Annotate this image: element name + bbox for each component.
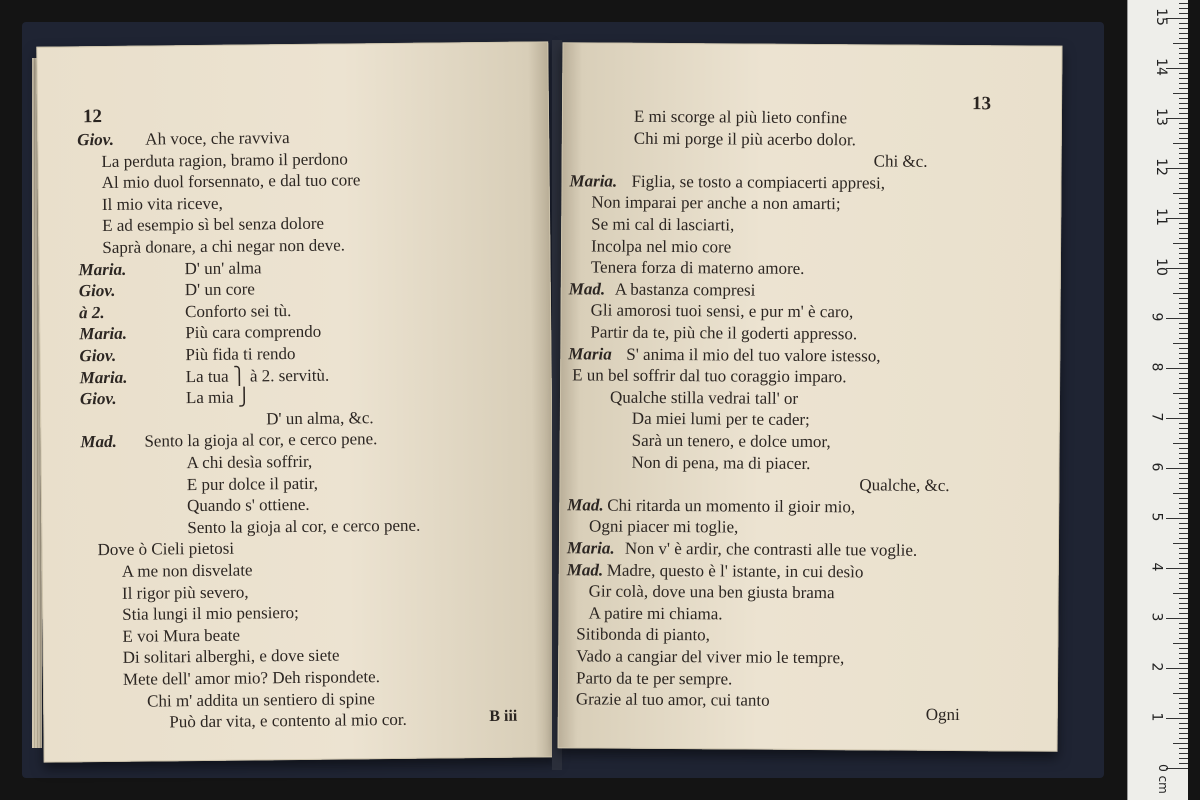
- ruler-tick: [1179, 628, 1188, 629]
- ruler-tick: [1179, 478, 1188, 479]
- ruler-tick: [1173, 593, 1188, 594]
- ruler-tick: [1179, 408, 1188, 409]
- verse-line: E mi scorge al più lieto confine: [633, 106, 848, 128]
- ruler-tick: [1173, 343, 1188, 344]
- verse-line: Parto da te per sempre.: [575, 667, 733, 689]
- ruler-tick: [1179, 683, 1188, 684]
- ruler-tick: [1179, 498, 1188, 499]
- ruler-number: 4: [1148, 562, 1165, 572]
- ruler-number: 13: [1152, 108, 1169, 126]
- ruler-tick: [1179, 83, 1188, 84]
- ruler-tick: [1179, 213, 1188, 214]
- ruler-tick: [1179, 623, 1188, 624]
- ruler-tick: [1179, 63, 1188, 64]
- ruler-tick: [1179, 333, 1188, 334]
- ruler-unit: 0 cm: [1155, 764, 1170, 794]
- ruler-tick: [1179, 573, 1188, 574]
- verse-line: Dove ò Cieli pietosi: [97, 539, 235, 560]
- ruler-tick: [1173, 393, 1188, 394]
- ruler-tick: [1179, 578, 1188, 579]
- ruler-tick: [1173, 193, 1188, 194]
- speaker-label: Maria.: [79, 324, 128, 344]
- verse-line: Gli amorosi tuoi sensi, e pur m' è caro,: [590, 300, 854, 322]
- verse-line: La tua ⎫ à 2. servitù.: [185, 365, 330, 386]
- verse-line: D' un core: [184, 279, 256, 300]
- ruler-tick: [1179, 38, 1188, 39]
- ruler-tick: [1179, 203, 1188, 204]
- ruler-tick: [1179, 3, 1188, 4]
- verse-line: Mete dell' amor mio? Deh rispondete.: [122, 667, 381, 689]
- ruler-tick: [1173, 693, 1188, 694]
- ruler-tick: [1179, 173, 1188, 174]
- ruler-tick: [1179, 383, 1188, 384]
- verse-line: S' anima il mio del tuo valore istesso,: [626, 344, 881, 366]
- speaker-label: Mad.: [80, 432, 117, 452]
- ruler-tick: [1179, 148, 1188, 149]
- verse-line: E pur dolce il patir,: [186, 473, 318, 494]
- speaker-label: Mad.: [568, 279, 606, 299]
- verse-line: Più fida ti rendo: [185, 344, 296, 365]
- ruler-number: 14: [1152, 58, 1169, 76]
- ruler-tick: [1179, 8, 1188, 9]
- ruler-number: 7: [1148, 412, 1165, 422]
- speaker-label: Giov.: [79, 345, 117, 366]
- ruler-tick: [1179, 378, 1188, 379]
- verse-line: Chi &c.: [873, 151, 928, 172]
- speaker-label: Giov.: [78, 281, 116, 301]
- speaker-label: Maria: [568, 343, 612, 364]
- ruler-tick: [1179, 178, 1188, 179]
- ruler-tick: [1179, 698, 1188, 699]
- verse-line: La mia ⎭: [185, 387, 251, 408]
- ruler-tick: [1179, 588, 1188, 589]
- ruler-tick: [1179, 328, 1188, 329]
- verse-line: Il rigor più severo,: [121, 582, 249, 603]
- ruler-tick: [1179, 88, 1188, 89]
- ruler-tick: [1179, 703, 1188, 704]
- ruler-tick: [1179, 533, 1188, 534]
- ruler-tick: [1179, 348, 1188, 349]
- ruler-tick: [1173, 643, 1188, 644]
- ruler-tick: [1179, 413, 1188, 414]
- ruler-tick: [1166, 718, 1188, 719]
- left-page: [36, 41, 555, 762]
- speaker-label: Giov.: [77, 129, 115, 150]
- ruler-tick: [1179, 278, 1188, 279]
- ruler-number: 8: [1148, 362, 1165, 372]
- ruler-tick: [1179, 248, 1188, 249]
- ruler-tick: [1179, 558, 1188, 559]
- ruler-tick: [1166, 168, 1188, 169]
- ruler-tick: [1179, 503, 1188, 504]
- verse-line: Vado a cangiar del viver mio le tempre,: [576, 646, 845, 668]
- ruler-tick: [1166, 568, 1188, 569]
- ruler-tick: [1166, 18, 1188, 19]
- ruler-tick: [1179, 358, 1188, 359]
- verse-line: Non di pena, ma di piacer.: [631, 452, 811, 473]
- ruler-tick: [1179, 208, 1188, 209]
- ruler-tick: [1166, 368, 1188, 369]
- ruler-tick: [1179, 553, 1188, 554]
- ruler-tick: [1179, 228, 1188, 229]
- speaker-label: Maria.: [566, 538, 615, 558]
- ruler-tick: [1179, 723, 1188, 724]
- speaker-label: Giov.: [79, 389, 117, 409]
- verse-line: Ogni piacer mi toglie,: [589, 516, 739, 537]
- ruler-tick: [1179, 403, 1188, 404]
- ruler-tick: [1179, 488, 1188, 489]
- ruler-tick: [1179, 433, 1188, 434]
- ruler-number: 1: [1148, 712, 1165, 722]
- ruler-tick: [1179, 138, 1188, 139]
- ruler-tick: [1179, 78, 1188, 79]
- ruler-tick: [1166, 668, 1188, 669]
- ruler-tick: [1179, 53, 1188, 54]
- ruler-tick: [1179, 263, 1188, 264]
- ruler-number: 15: [1152, 8, 1169, 26]
- verse-line: Qualche, &c.: [859, 475, 950, 496]
- ruler-tick: [1179, 523, 1188, 524]
- ruler-tick: [1179, 288, 1188, 289]
- verse-line: Chi mi porge il più acerbo dolor.: [633, 128, 856, 149]
- ruler-number: 2: [1148, 662, 1165, 672]
- ruler-tick: [1179, 373, 1188, 374]
- ruler-tick: [1179, 763, 1188, 764]
- ruler-tick: [1173, 493, 1188, 494]
- verse-line: E un bel soffrir dal tuo coraggio imparo.: [572, 365, 847, 387]
- ruler-tick: [1179, 633, 1188, 634]
- ruler-tick: [1179, 733, 1188, 734]
- verse-line: Al mio duol forsennato, e dal tuo core: [101, 170, 361, 193]
- ruler-tick: [1179, 98, 1188, 99]
- verse-line: Incolpa nel mio core: [590, 236, 732, 257]
- verse-line: Chi ritarda un momento il gioir mio,: [607, 495, 856, 517]
- ruler-tick: [1179, 453, 1188, 454]
- ruler-tick: [1179, 253, 1188, 254]
- ruler-tick: [1179, 653, 1188, 654]
- ruler-tick: [1179, 353, 1188, 354]
- verse-line: Chi m' addita un sentiero di spine: [147, 688, 376, 711]
- ruler-tick: [1173, 93, 1188, 94]
- ruler-tick: [1179, 473, 1188, 474]
- ruler-tick: [1179, 338, 1188, 339]
- ruler-tick: [1179, 603, 1188, 604]
- ruler-tick: [1179, 678, 1188, 679]
- verse-line: A me non disvelate: [121, 560, 253, 581]
- speaker-label: à 2.: [78, 302, 105, 323]
- verse-line: Sento la gioja al cor, e cerco pene.: [144, 429, 378, 451]
- ruler-tick: [1166, 268, 1188, 269]
- ruler-tick: [1179, 128, 1188, 129]
- ruler-tick: [1173, 293, 1188, 294]
- verse-line: Non imparai per anche a non amarti;: [591, 192, 841, 214]
- ruler-tick: [1179, 13, 1188, 14]
- ruler-tick: [1179, 188, 1188, 189]
- ruler-tick: [1179, 28, 1188, 29]
- verse-line: Tenera forza di materno amore.: [590, 257, 805, 279]
- ruler-tick: [1166, 618, 1188, 619]
- verse-line: Il mio vita riceve,: [101, 193, 223, 214]
- ruler-tick: [1179, 423, 1188, 424]
- verse-line: A bastanza compresi: [614, 279, 756, 300]
- verse-line: Gir colà, dove una ben giusta brama: [588, 581, 835, 603]
- ruler-tick: [1179, 183, 1188, 184]
- ruler-tick: [1179, 728, 1188, 729]
- verse-line: Saprà donare, a chi negar non deve.: [102, 235, 346, 258]
- ruler-tick: [1179, 133, 1188, 134]
- ruler-tick: [1179, 608, 1188, 609]
- ruler-tick: [1179, 113, 1188, 114]
- ruler-tick: [1179, 123, 1188, 124]
- speaker-label: Maria.: [569, 171, 618, 191]
- ruler-tick: [1179, 658, 1188, 659]
- verse-line: A chi desìa soffrir,: [186, 451, 313, 473]
- ruler-tick: [1179, 33, 1188, 34]
- ruler-tick: [1179, 448, 1188, 449]
- ruler-tick: [1179, 313, 1188, 314]
- ruler-tick: [1179, 648, 1188, 649]
- ruler-tick: [1179, 363, 1188, 364]
- ruler-tick: [1179, 613, 1188, 614]
- ruler-number: 6: [1148, 462, 1165, 472]
- speaker-label: Mad.: [567, 495, 604, 515]
- ruler-tick: [1179, 163, 1188, 164]
- ruler-tick: [1166, 68, 1188, 69]
- ruler-tick: [1179, 58, 1188, 59]
- verse-line: Conforto sei tù.: [184, 300, 292, 321]
- ruler-tick: [1179, 298, 1188, 299]
- verse-line: E ad esempio sì bel senza dolore: [102, 214, 325, 236]
- verse-line: D' un' alma: [184, 257, 262, 278]
- ruler-tick: [1179, 223, 1188, 224]
- verse-line: Sarà un tenero, e dolce umor,: [631, 430, 831, 452]
- ruler-tick: [1179, 48, 1188, 49]
- ruler-tick: [1166, 518, 1188, 519]
- ruler-tick: [1179, 753, 1188, 754]
- verse-line: Figlia, se tosto a compiacerti appresi,: [631, 171, 886, 193]
- ruler-tick: [1179, 598, 1188, 599]
- ruler-tick: [1179, 738, 1188, 739]
- verse-line: Sitibonda di pianto,: [576, 624, 711, 645]
- ruler-number: 11: [1152, 208, 1169, 226]
- verse-line: Più cara comprendo: [185, 322, 322, 343]
- ruler-tick: [1179, 73, 1188, 74]
- measuring-ruler: [1127, 0, 1188, 800]
- ruler-number: 10: [1152, 258, 1169, 276]
- ruler-tick: [1179, 528, 1188, 529]
- ruler-tick: [1179, 233, 1188, 234]
- ruler-tick: [1179, 688, 1188, 689]
- verse-line: Partir da te, più che il goderti appresso.: [590, 322, 858, 344]
- signature-mark: B iii: [489, 707, 518, 725]
- catchword: Ogni: [925, 704, 960, 725]
- verse-line: Ah voce, che ravviva: [145, 128, 290, 149]
- ruler-tick: [1179, 198, 1188, 199]
- verse-line: Può dar vita, e contento al mio cor.: [169, 710, 407, 732]
- ruler-tick: [1179, 438, 1188, 439]
- ruler-tick: [1179, 108, 1188, 109]
- page-number: 12: [82, 106, 103, 128]
- verse-line: Grazie al tuo amor, cui tanto: [575, 689, 770, 710]
- ruler-tick: [1173, 743, 1188, 744]
- ruler-number: 9: [1148, 312, 1165, 322]
- ruler-tick: [1173, 543, 1188, 544]
- ruler-tick: [1179, 563, 1188, 564]
- ruler-tick: [1179, 508, 1188, 509]
- ruler-tick: [1179, 158, 1188, 159]
- verse-line: D' un alma, &c.: [266, 407, 374, 429]
- ruler-number: 12: [1152, 158, 1169, 176]
- ruler-tick: [1179, 103, 1188, 104]
- verse-line: Stia lungi il mio pensiero;: [122, 603, 299, 625]
- ruler-tick: [1179, 463, 1188, 464]
- ruler-tick: [1179, 708, 1188, 709]
- ruler-tick: [1179, 323, 1188, 324]
- speaker-label: Maria.: [79, 367, 128, 387]
- verse-line: Di solitari alberghi, e dove siete: [122, 645, 340, 668]
- ruler-tick: [1179, 428, 1188, 429]
- ruler-tick: [1179, 638, 1188, 639]
- ruler-tick: [1166, 318, 1188, 319]
- page-number: 13: [971, 93, 992, 115]
- ruler-tick: [1166, 418, 1188, 419]
- ruler-tick: [1179, 283, 1188, 284]
- ruler-tick: [1179, 483, 1188, 484]
- ruler-number: 3: [1148, 612, 1165, 622]
- verse-line: Sento la gioja al cor, e cerco pene.: [187, 515, 421, 537]
- ruler-tick: [1166, 468, 1188, 469]
- verse-line: Qualche stilla vedrai tall' or: [609, 387, 799, 408]
- ruler-tick: [1179, 23, 1188, 24]
- verse-line: Quando s' ottiene.: [186, 495, 310, 516]
- ruler-tick: [1179, 308, 1188, 309]
- verse-line: Da miei lumi per te cader;: [631, 409, 810, 430]
- verse-line: E voi Mura beate: [122, 625, 241, 646]
- ruler-tick: [1179, 583, 1188, 584]
- ruler-tick: [1179, 538, 1188, 539]
- ruler-tick: [1179, 458, 1188, 459]
- ruler-tick: [1179, 713, 1188, 714]
- ruler-tick: [1179, 153, 1188, 154]
- right-page: [558, 42, 1063, 751]
- ruler-tick: [1179, 303, 1188, 304]
- verse-line: Madre, questo è l' istante, in cui desìo: [606, 560, 864, 581]
- ruler-tick: [1179, 758, 1188, 759]
- verse-line: A patire mi chiama.: [588, 603, 723, 624]
- ruler-number: 5: [1148, 512, 1165, 522]
- ruler-tick: [1173, 243, 1188, 244]
- ruler-tick: [1166, 118, 1188, 119]
- ruler-tick: [1179, 398, 1188, 399]
- ruler-tick: [1179, 548, 1188, 549]
- ruler-tick: [1179, 663, 1188, 664]
- verse-line: Non v' è ardir, che contrasti alle tue voglie.: [624, 538, 918, 560]
- ruler-tick: [1179, 513, 1188, 514]
- ruler-tick: [1173, 443, 1188, 444]
- ruler-tick: [1179, 238, 1188, 239]
- ruler-tick: [1179, 748, 1188, 749]
- ruler-tick: [1173, 43, 1188, 44]
- verse-line: La perduta ragion, bramo il perdono: [101, 149, 348, 171]
- ruler-tick: [1179, 388, 1188, 389]
- ruler-tick: [1179, 273, 1188, 274]
- ruler-tick: [1173, 143, 1188, 144]
- speaker-label: Maria.: [78, 259, 127, 279]
- ruler-tick: [1166, 218, 1188, 219]
- ruler-tick: [1179, 258, 1188, 259]
- ruler-tick: [1179, 673, 1188, 674]
- verse-line: Se mi cal di lasciarti,: [591, 214, 735, 235]
- speaker-label: Mad.: [566, 559, 604, 580]
